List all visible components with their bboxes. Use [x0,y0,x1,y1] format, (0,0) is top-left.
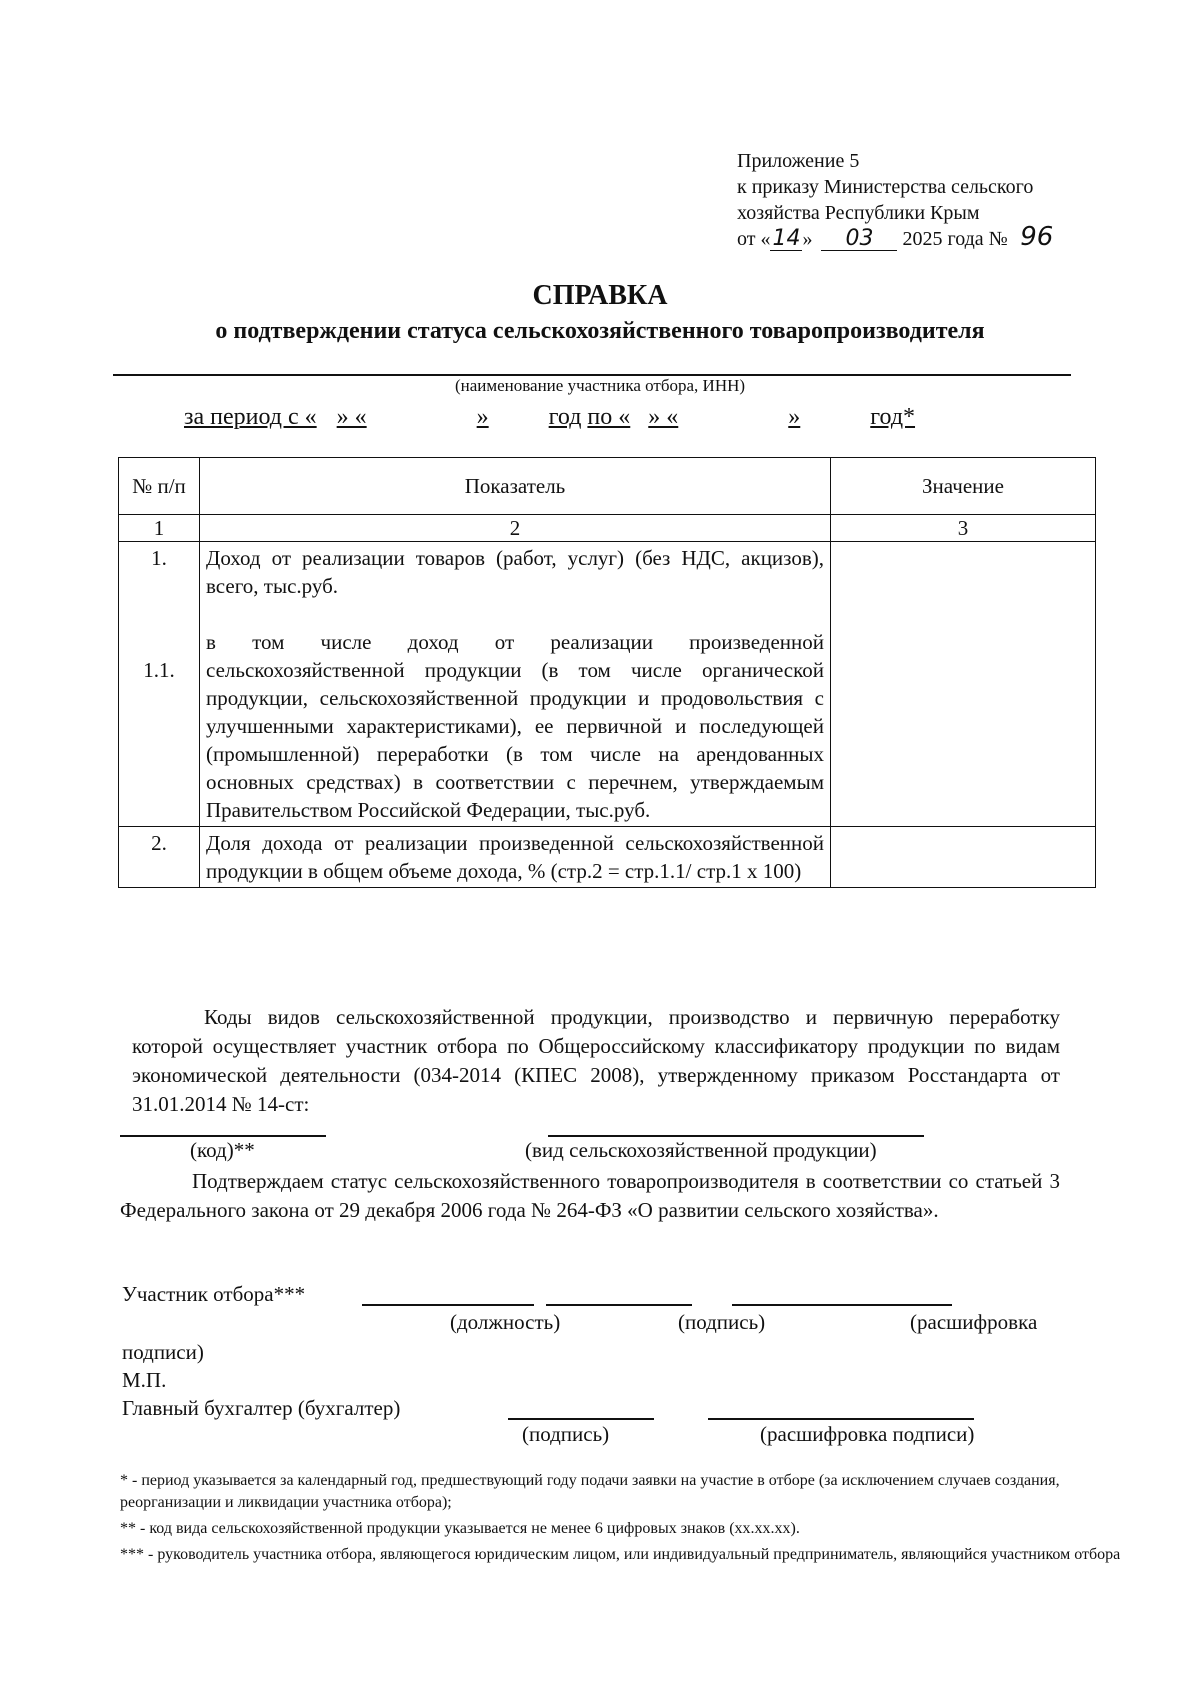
row-subnumber: 1.1. [143,658,175,682]
col-number-3: 3 [831,515,1096,542]
date-day-close: » [802,228,813,250]
indicators-table [118,457,1096,888]
period-text-1: за период с « [184,404,317,430]
appendix-line-1: Приложение 5 [737,150,860,172]
header-number: № п/п [119,458,200,515]
footnote-2: ** - код вида сельскохозяйственной продукции указывается не менее 6 цифровых знаков (хх.хх.хх). [120,1520,800,1537]
table-row [119,827,1096,888]
row-number: 1. [151,546,167,570]
stamp-label: М.П. [122,1368,167,1392]
row-number-cell [119,542,200,827]
date-year: 2025 года № [902,228,1008,250]
date-month: 03 [821,228,897,251]
decode-line [732,1304,952,1306]
appendix-line-3: хозяйства Республики Крым [737,202,980,224]
accountant-label: Главный бухгалтер (бухгалтер) [122,1396,401,1420]
codes-paragraph: Коды видов сельскохозяйственной продукции, производство и первичную переработку которой осуществляет участник отбора по Общероссийскому классификатору продукции по видам экономической деятельности (034-2014 (КПЕС 2008), утвержденному приказом Росстандарта от 31.01.2014 № 14-ст: [132,1005,1060,1116]
period-text-5: по « [587,404,631,430]
position-line [362,1304,534,1306]
col-number-1: 1 [119,515,200,542]
appendix-block [737,148,1157,252]
row-indicator-text: Доход от реализации товаров (работ, услуг) (без НДС, акцизов), всего, тыс.руб. [206,546,824,598]
date-prefix: от « [737,228,771,250]
code-caption: (код)** [190,1138,255,1162]
period-text-8: год* [870,404,916,430]
row-number: 2. [119,827,200,888]
table-col-numbers-row [119,515,1096,542]
document-subtitle: о подтверждении статуса сельскохозяйственного товаропроизводителя [215,318,985,344]
product-line [548,1135,924,1137]
confirm-paragraph: Подтверждаем статус сельскохозяйственного товаропроизводителя в соответствии со статьей 3 Федерального закона от 29 декабря 2006 года № 264-ФЗ «О развитии сельского хозяйства». [120,1169,1060,1222]
decode-caption-cont: подписи) [122,1340,204,1364]
acc-signature-line [508,1418,654,1420]
code-line [120,1135,326,1137]
acc-signature-caption: (подпись) [522,1422,610,1446]
acc-decode-line [708,1418,974,1420]
acc-decode-caption: (расшифровка подписи) [760,1422,975,1446]
header-value: Значение [831,458,1096,515]
participant-caption: (наименование участника отбора, ИНН) [454,376,746,395]
decode-caption: (расшифровка [910,1310,1038,1334]
period-text-7: » [788,404,801,430]
position-caption: (должность) [450,1310,561,1334]
footnote-1: * - период указывается за календарный год, предшествующий году подачи заявки на участие в отборе (за исключением случаев создания, реорганизации и ликвидации участника отбора); [120,1472,1060,1511]
participant-label: Участник отбора*** [122,1282,306,1306]
row-value-cell[interactable] [831,827,1096,888]
period-text-6: » « [648,404,679,430]
row-indicator-text: Доля дохода от реализации произведенной сельскохозяйственной продукции в общем объеме дохода, % (стр.2 = стр.1.1/ стр.1 х 100) [200,827,831,888]
order-number: 96 [1020,222,1054,252]
signature-line [546,1304,692,1306]
row-indicator-cell [200,542,831,827]
row-value-cell[interactable] [831,542,1096,827]
signature-caption: (подпись) [678,1310,766,1334]
appendix-date-line [737,222,1157,252]
table-row [119,542,1096,827]
date-day: 14 [772,226,801,251]
period-line [184,404,915,431]
period-text-2: » « [336,404,367,430]
document-title: СПРАВКА [532,280,668,311]
product-caption: (вид сельскохозяйственной продукции) [525,1138,877,1162]
footnote-3: *** - руководитель участника отбора, являющегося юридическим лицом, или индивидуальный предприниматель, являющийся участником отбора [120,1546,1121,1563]
period-text-3: » [476,404,489,430]
footnotes [120,1470,1130,1566]
col-number-2: 2 [200,515,831,542]
appendix-line-2: к приказу Министерства сельского [737,176,1034,198]
header-indicator: Показатель [200,458,831,515]
row-indicator-subtext: в том числе доход от реализации произведенной сельскохозяйственной продукции (в том числе органической продукции, сельскохозяйственной продукции и продовольствия с улучшенными характеристиками), ее первичной и последующей (промышленной) переработки (в том числе на арендованных основных средствах) в соответствии с перечнем, утверждаемым Правительством Российской Федерации, тыс.руб. [206,630,824,822]
period-text-4: год [548,404,582,430]
table-header-row [119,458,1096,515]
